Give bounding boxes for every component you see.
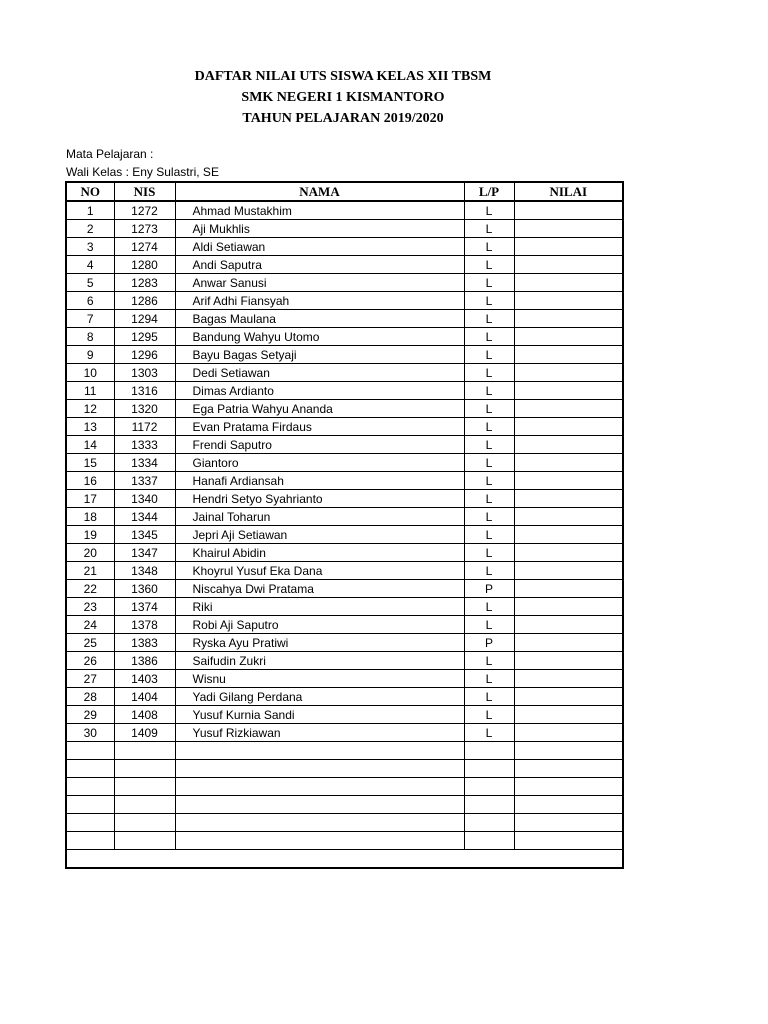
cell-lp: L	[464, 508, 514, 526]
cell-nama: Ryska Ayu Pratiwi	[175, 634, 464, 652]
cell-nilai	[514, 832, 623, 850]
cell-nama: Dimas Ardianto	[175, 382, 464, 400]
cell-lp: L	[464, 310, 514, 328]
cell-nama: Dedi Setiawan	[175, 364, 464, 382]
cell-lp: L	[464, 274, 514, 292]
cell-no: 5	[66, 274, 114, 292]
table-row	[66, 688, 623, 706]
cell-nis: 1409	[114, 724, 175, 742]
cell-nama: Bagas Maulana	[175, 310, 464, 328]
cell-nilai	[514, 220, 623, 238]
cell-lp: L	[464, 292, 514, 310]
cell-lp: L	[464, 220, 514, 238]
cell-no: 22	[66, 580, 114, 598]
cell-no: 14	[66, 436, 114, 454]
table-row	[66, 382, 623, 400]
table-row	[66, 490, 623, 508]
cell-nama: Ega Patria Wahyu Ananda	[175, 400, 464, 418]
table-row	[66, 418, 623, 436]
table-row	[66, 436, 623, 454]
cell-no: 10	[66, 364, 114, 382]
cell-no	[66, 796, 114, 814]
cell-no: 27	[66, 670, 114, 688]
cell-no: 15	[66, 454, 114, 472]
cell-nilai	[514, 670, 623, 688]
cell-nis: 1320	[114, 400, 175, 418]
cell-nama: Hendri Setyo Syahrianto	[175, 490, 464, 508]
cell-lp: L	[464, 598, 514, 616]
table-footer-cell	[66, 850, 623, 869]
cell-lp: L	[464, 364, 514, 382]
cell-nis: 1296	[114, 346, 175, 364]
cell-nama: Ahmad Mustakhim	[175, 201, 464, 220]
cell-nilai	[514, 706, 623, 724]
table-row	[66, 508, 623, 526]
cell-nis: 1340	[114, 490, 175, 508]
cell-nis: 1172	[114, 418, 175, 436]
cell-nama: Yadi Gilang Perdana	[175, 688, 464, 706]
cell-nilai	[514, 256, 623, 274]
cell-nama	[175, 760, 464, 778]
cell-nis: 1378	[114, 616, 175, 634]
column-header-nama: NAMA	[175, 182, 464, 201]
table-row	[66, 201, 623, 220]
cell-lp	[464, 760, 514, 778]
cell-nis: 1273	[114, 220, 175, 238]
table-row	[66, 544, 623, 562]
cell-lp	[464, 742, 514, 760]
column-header-no: NO	[66, 182, 114, 201]
cell-no	[66, 814, 114, 832]
cell-nilai	[514, 760, 623, 778]
cell-no: 2	[66, 220, 114, 238]
table-row	[66, 472, 623, 490]
table-row	[66, 652, 623, 670]
cell-no	[66, 832, 114, 850]
table-row	[66, 400, 623, 418]
cell-nilai	[514, 274, 623, 292]
cell-nilai	[514, 436, 623, 454]
cell-lp: L	[464, 706, 514, 724]
cell-nama: Robi Aji Saputro	[175, 616, 464, 634]
table-footer-row	[66, 850, 623, 869]
cell-lp: L	[464, 436, 514, 454]
cell-nis: 1280	[114, 256, 175, 274]
cell-nilai	[514, 814, 623, 832]
cell-nis	[114, 832, 175, 850]
cell-no	[66, 760, 114, 778]
cell-nama: Yusuf Rizkiawan	[175, 724, 464, 742]
cell-nilai	[514, 346, 623, 364]
cell-nama: Khoyrul Yusuf Eka Dana	[175, 562, 464, 580]
table-row	[66, 616, 623, 634]
cell-no: 23	[66, 598, 114, 616]
cell-nilai	[514, 418, 623, 436]
cell-nama: Wisnu	[175, 670, 464, 688]
cell-nilai	[514, 328, 623, 346]
cell-nama: Aldi Setiawan	[175, 238, 464, 256]
cell-nama: Aji Mukhlis	[175, 220, 464, 238]
cell-nama: Niscahya Dwi Pratama	[175, 580, 464, 598]
title-line-1: DAFTAR NILAI UTS SISWA KELAS XII TBSM	[194, 69, 492, 84]
cell-lp: L	[464, 562, 514, 580]
cell-no: 29	[66, 706, 114, 724]
cell-lp: L	[464, 724, 514, 742]
cell-lp: L	[464, 382, 514, 400]
cell-nis	[114, 742, 175, 760]
title-line-3: TAHUN PELAJARAN 2019/2020	[242, 111, 444, 126]
cell-nilai	[514, 310, 623, 328]
cell-lp: L	[464, 328, 514, 346]
cell-nis: 1347	[114, 544, 175, 562]
cell-nis: 1383	[114, 634, 175, 652]
empty-row	[66, 796, 623, 814]
cell-no: 6	[66, 292, 114, 310]
cell-nis: 1404	[114, 688, 175, 706]
cell-nis: 1334	[114, 454, 175, 472]
cell-nis: 1360	[114, 580, 175, 598]
cell-no: 24	[66, 616, 114, 634]
cell-nis: 1348	[114, 562, 175, 580]
cell-nilai	[514, 742, 623, 760]
cell-lp: L	[464, 454, 514, 472]
table-row	[66, 670, 623, 688]
cell-no: 3	[66, 238, 114, 256]
cell-nis: 1345	[114, 526, 175, 544]
cell-lp: L	[464, 490, 514, 508]
cell-nama: Anwar Sanusi	[175, 274, 464, 292]
cell-nis	[114, 760, 175, 778]
cell-lp: L	[464, 346, 514, 364]
cell-nis	[114, 814, 175, 832]
cell-nama: Bayu Bagas Setyaji	[175, 346, 464, 364]
cell-lp	[464, 796, 514, 814]
cell-lp: P	[464, 634, 514, 652]
cell-nama	[175, 778, 464, 796]
cell-nilai	[514, 796, 623, 814]
cell-nilai	[514, 724, 623, 742]
cell-nis: 1274	[114, 238, 175, 256]
cell-lp: L	[464, 256, 514, 274]
cell-no: 12	[66, 400, 114, 418]
cell-nilai	[514, 616, 623, 634]
cell-nis: 1272	[114, 201, 175, 220]
cell-no: 26	[66, 652, 114, 670]
table-row	[66, 256, 623, 274]
cell-nama: Jepri Aji Setiawan	[175, 526, 464, 544]
cell-lp: L	[464, 472, 514, 490]
cell-nis: 1283	[114, 274, 175, 292]
homeroom-teacher-label: Wali Kelas : Eny Sulastri, SE	[66, 165, 219, 179]
cell-nilai	[514, 634, 623, 652]
cell-nama: Khairul Abidin	[175, 544, 464, 562]
cell-nilai	[514, 382, 623, 400]
table-row	[66, 274, 623, 292]
table-row	[66, 220, 623, 238]
cell-nis: 1294	[114, 310, 175, 328]
cell-no	[66, 778, 114, 796]
cell-no: 16	[66, 472, 114, 490]
cell-no: 20	[66, 544, 114, 562]
title-line-2: SMK NEGERI 1 KISMANTORO	[241, 90, 445, 105]
cell-lp: L	[464, 616, 514, 634]
cell-nama: Giantoro	[175, 454, 464, 472]
cell-nilai	[514, 472, 623, 490]
cell-no: 30	[66, 724, 114, 742]
empty-row	[66, 742, 623, 760]
cell-nilai	[514, 201, 623, 220]
cell-no: 21	[66, 562, 114, 580]
cell-lp	[464, 814, 514, 832]
empty-row	[66, 778, 623, 796]
cell-no: 4	[66, 256, 114, 274]
cell-nama	[175, 796, 464, 814]
cell-no: 28	[66, 688, 114, 706]
cell-lp	[464, 832, 514, 850]
cell-no: 25	[66, 634, 114, 652]
table-row	[66, 238, 623, 256]
column-header-nis: NIS	[114, 182, 175, 201]
cell-nama: Evan Pratama Firdaus	[175, 418, 464, 436]
cell-no: 19	[66, 526, 114, 544]
cell-nama: Arif Adhi Fiansyah	[175, 292, 464, 310]
cell-lp: P	[464, 580, 514, 598]
cell-nama: Bandung Wahyu Utomo	[175, 328, 464, 346]
table-row	[66, 454, 623, 472]
cell-lp: L	[464, 400, 514, 418]
cell-no: 8	[66, 328, 114, 346]
cell-no: 7	[66, 310, 114, 328]
cell-lp: L	[464, 201, 514, 220]
table-row	[66, 706, 623, 724]
cell-nis: 1344	[114, 508, 175, 526]
cell-lp	[464, 778, 514, 796]
cell-nilai	[514, 400, 623, 418]
column-header-lp: L/P	[464, 182, 514, 201]
cell-nilai	[514, 562, 623, 580]
grades-table	[65, 181, 624, 869]
cell-nis: 1337	[114, 472, 175, 490]
table-row	[66, 580, 623, 598]
cell-no: 9	[66, 346, 114, 364]
document-title	[0, 66, 686, 129]
empty-row	[66, 832, 623, 850]
cell-nama: Yusuf Kurnia Sandi	[175, 706, 464, 724]
cell-lp: L	[464, 652, 514, 670]
cell-nilai	[514, 652, 623, 670]
cell-nis: 1386	[114, 652, 175, 670]
cell-lp: L	[464, 526, 514, 544]
cell-nama	[175, 742, 464, 760]
cell-nis: 1316	[114, 382, 175, 400]
table-row	[66, 724, 623, 742]
table-row	[66, 598, 623, 616]
cell-nama: Hanafi Ardiansah	[175, 472, 464, 490]
cell-no: 11	[66, 382, 114, 400]
cell-nis: 1403	[114, 670, 175, 688]
cell-nilai	[514, 490, 623, 508]
cell-lp: L	[464, 418, 514, 436]
cell-no: 1	[66, 201, 114, 220]
cell-nilai	[514, 580, 623, 598]
cell-nis: 1303	[114, 364, 175, 382]
cell-nilai	[514, 454, 623, 472]
cell-nis: 1286	[114, 292, 175, 310]
cell-nis	[114, 796, 175, 814]
cell-no: 18	[66, 508, 114, 526]
cell-nama: Riki	[175, 598, 464, 616]
cell-no	[66, 742, 114, 760]
cell-nama: Andi Saputra	[175, 256, 464, 274]
table-row	[66, 346, 623, 364]
cell-nama: Frendi Saputro	[175, 436, 464, 454]
table-row	[66, 292, 623, 310]
column-header-nilai: NILAI	[514, 182, 623, 201]
cell-nama	[175, 814, 464, 832]
cell-lp: L	[464, 238, 514, 256]
cell-nilai	[514, 544, 623, 562]
cell-nis	[114, 778, 175, 796]
cell-nis: 1295	[114, 328, 175, 346]
cell-no: 17	[66, 490, 114, 508]
table-header-row	[66, 182, 623, 201]
cell-nis: 1408	[114, 706, 175, 724]
table-row	[66, 562, 623, 580]
cell-no: 13	[66, 418, 114, 436]
empty-row	[66, 814, 623, 832]
table-body	[66, 201, 623, 868]
cell-nama: Jainal Toharun	[175, 508, 464, 526]
table-row	[66, 526, 623, 544]
table-row	[66, 364, 623, 382]
cell-nis: 1333	[114, 436, 175, 454]
cell-lp: L	[464, 670, 514, 688]
cell-nilai	[514, 688, 623, 706]
subject-label: Mata Pelajaran :	[66, 147, 154, 161]
cell-nilai	[514, 364, 623, 382]
cell-nilai	[514, 526, 623, 544]
cell-nama	[175, 832, 464, 850]
cell-nilai	[514, 508, 623, 526]
cell-nama: Saifudin Zukri	[175, 652, 464, 670]
cell-nilai	[514, 598, 623, 616]
empty-row	[66, 760, 623, 778]
cell-nilai	[514, 238, 623, 256]
cell-lp: L	[464, 688, 514, 706]
table-row	[66, 310, 623, 328]
cell-nilai	[514, 778, 623, 796]
table-row	[66, 328, 623, 346]
cell-lp: L	[464, 544, 514, 562]
cell-nilai	[514, 292, 623, 310]
cell-nis: 1374	[114, 598, 175, 616]
table-row	[66, 634, 623, 652]
